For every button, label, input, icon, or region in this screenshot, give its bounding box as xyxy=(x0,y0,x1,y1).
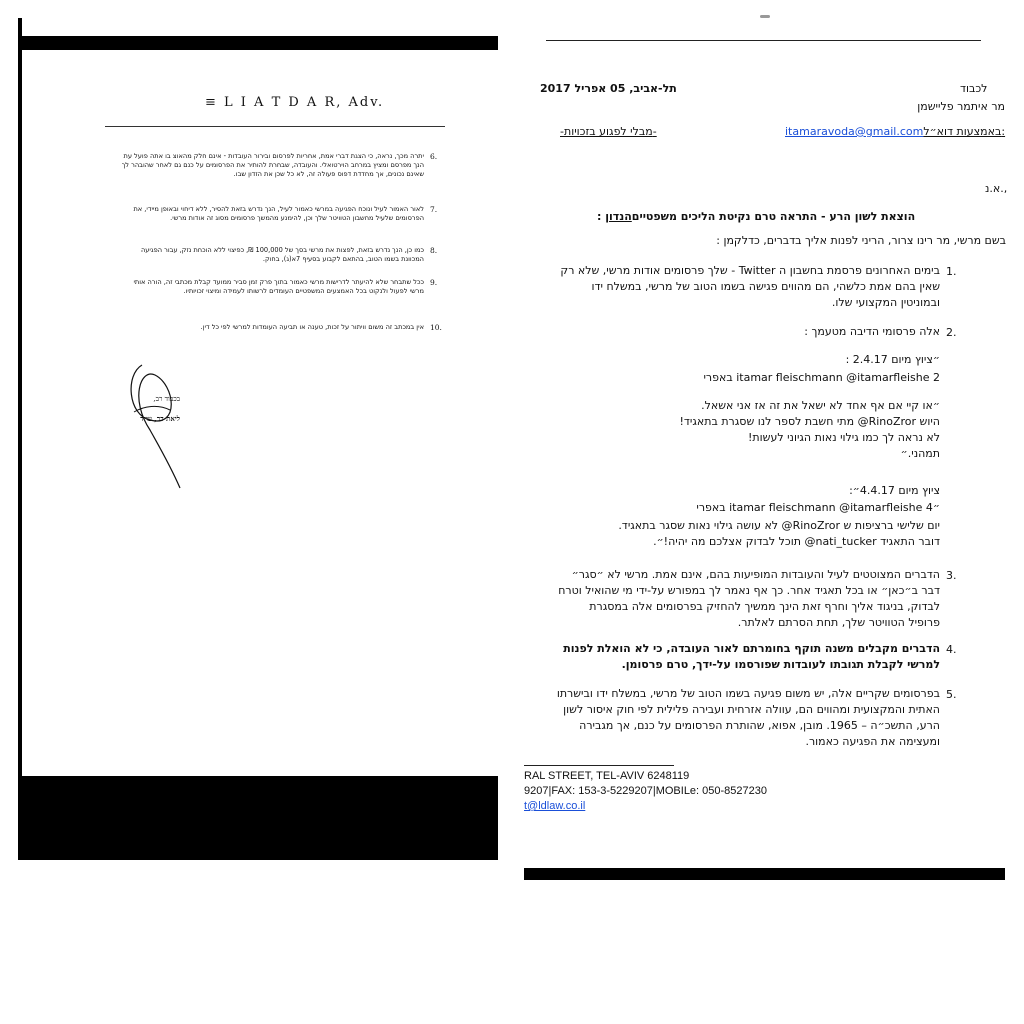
tweet-1-line: ״או קיי אם אף אחד לא ישאל את זה אז אני אשאל. xyxy=(701,399,940,412)
paragraph-4: הדברים מקבלים משנה תוקף בחומרתם לאור העובדה, כי לא הואלת לפנות למרשי לקבלת תגובתו לעובדות שפורסמו על-ידך, טרם פרסומן. xyxy=(563,642,940,671)
paragraph-number: 2. xyxy=(946,326,957,339)
scan-edge xyxy=(18,18,22,860)
paragraph-9: ככל שתבחר שלא להיעתר לדרישות מרשי כאמור בתוך פרק זמן סביר ממועד קבלת מכתבי זה, הורה אותי מרשי לפעול ולנקוט בכל האמצעים המשפטיים העומדים לרשותו לעמידה ומיצוי זכויותיו. xyxy=(133,278,424,295)
footer-rule xyxy=(524,765,674,766)
recipient-email-link[interactable]: itamaravoda@gmail.com xyxy=(785,125,924,138)
tweet-1-line: תמהני.״ xyxy=(900,447,940,460)
without-prejudice: -מבלי לפגוע בזכויות- xyxy=(560,125,657,138)
scan-artifact xyxy=(760,15,770,18)
tweet-2-line: דובר התאגיד nati_tucker@ תוכל לבדוק אצלכם מה יהיה!״. xyxy=(653,535,940,548)
paragraph-number: 4. xyxy=(946,643,957,656)
footer-phone-fax: 9207|FAX: 153-3-5229207|MOBILe: 050-8527230 xyxy=(524,785,768,797)
paragraph-8: כמו כן, הנך נדרש בזאת, לפצות את מרשי בסך של 100,000 ₪, כפיצוי ללא הוכחת נזק, עבור הפגיעה המכוונת בשמו הטוב, בהתאם לקבוע בסעיף 7א(ג), בחוק. xyxy=(140,246,424,263)
paragraph-7: לאור האמור לעיל ונוכח הפגיעה במרשי כאמור לעיל, הנך נדרש בזאת להסיר, ללא דיחוי ובאופן מיידי, את הפרסומים שלעיל מחשבון הטוויטר שלך וכן, להימנע מהמשך פרסומים מסוג זה אודות מרשי. xyxy=(133,205,424,222)
handwritten-signature xyxy=(120,360,190,495)
tweet-1-line: לא נראה לך כמו גילוי נאות הגיוני לעשות! xyxy=(748,431,940,444)
paragraph-5: בפרסומים שקריים אלה, יש משום פגיעה בשמו הטוב של מרשי, במשלח ידו ובישרתו האתית והמקצועית ומהווים הם, עוולה אזרחית ועבירה פלילית לפי חוק איסור לשון הרע, התשכ״ה – 1965. מובן, אפוא, שהותרת הפרסומים על כנם, אך מגבירה ומעצימה את הפגיעה כאמור. xyxy=(556,687,940,748)
signatory-name: ליאת דר, עו״ד xyxy=(140,414,180,423)
firm-letterhead: ≡ L I A T D A R, Adv. xyxy=(205,95,385,110)
letterhead-rule xyxy=(105,126,445,127)
paragraph-1: בימים האחרונים פרסמת בחשבון ה Twitter - שלך פרסומים אודות מרשי, שלא רק שאין בהם אמת כלשהי, הם מהווים פגישה בשמו הטוב של מרשי, במשלח ידו ובמוניטין המקצועי שלו. xyxy=(560,264,940,309)
closing-text: בכבוד רב, xyxy=(153,395,180,403)
paragraph-6: יתרה מכך, נראה, כי הצגת דברי אמת, אחריות לפרסום ובירור העובדות - אינם חלק מהאוצ בו אתה פועל עת הנך מפרסם ומציץ במרחב הוירטואלי. והעובדה, שבחרת להותיר את הפרסומים על כנם גם לאחר שהובהר לך שאינם נכונים, אך מחדדת דפוס פעולה זה, לא כל שכן את הזדון שבו. xyxy=(121,152,424,178)
paragraph-3: הדברים המצוטטים לעיל והעובדות המופיעות בהם, אינם אמת. מרשי לא ״סגר״ דבר ב״כאן״ או בכל תאגיד אחר. כך אף נאמר לך במפורש על-ידי מי שהואיל וטרח לבדוק, בניגוד אליך וחרף זאת הינך ממשיך להחזיק בפרסומים אלה במסגרת פרופיל הטוויטר שלך, תחת הסרתם לאלתר. xyxy=(558,568,940,629)
intro-paragraph: בשם מרשי, מר רינו צרור, הריני לפנות אליך בדברים, כדלקמן : xyxy=(716,234,1006,247)
paragraph-number: 10. xyxy=(430,323,442,332)
paragraph-10: אין במכתב זה משום וויתור על זכות, טענה או תביעה העומדות למרשי לפי כל דין. xyxy=(200,323,424,331)
scan-black-bar-top xyxy=(18,36,498,50)
paragraph-number: 3. xyxy=(946,569,957,582)
tweet-1-date: ״ציוץ מיום 2.4.17 : xyxy=(845,353,940,366)
footer-email-link[interactable]: t@ldlaw.co.il xyxy=(524,800,586,812)
paragraph-number: 5. xyxy=(946,688,957,701)
tweet-1-handle: itamar fleischmann @itamarfleishe 2 באפרי xyxy=(703,371,940,384)
via-email-line xyxy=(785,125,1005,138)
scan-black-bar-bottom xyxy=(18,776,498,860)
footer-address: RAL STREET, TEL-AVIV 6248119 xyxy=(524,770,690,782)
recipient-name: מר איתמר פליישמן xyxy=(917,100,1005,113)
paragraph-number: 9. xyxy=(430,278,438,287)
paragraph-number: 6. xyxy=(430,152,438,161)
paragraph-2: אלה פרסומי הדיבה מטעמך : xyxy=(804,325,940,338)
paragraph-number: 7. xyxy=(430,205,438,214)
subject-text: : הוצאת לשון הרע - התראה טרם נקיטת הליכים משפטיים xyxy=(597,210,916,223)
via-email-label: באמצעות דוא״ל: xyxy=(923,125,1006,138)
tweet-2-handle: ״itamar fleischmann @itamarfleishe 4 באפרי xyxy=(696,501,940,514)
tweet-1-line: היוש RinoZror@ מתי חשבת לספר לנו שסגרת בתאגיד! xyxy=(679,415,940,428)
subject-line xyxy=(597,210,915,223)
paragraph-number: 1. xyxy=(946,265,957,278)
scan-black-bar-bottom xyxy=(524,868,1005,880)
paragraph-number: 8. xyxy=(430,246,438,255)
to-label: לכבוד xyxy=(960,82,988,95)
left-letter-page xyxy=(18,18,498,860)
subject-label: הנדון xyxy=(605,210,632,223)
tweet-2-date: ציוץ מיום 4.4.17״: xyxy=(849,484,940,497)
salutation: א.נ., xyxy=(985,182,1008,195)
letter-date: תל-אביב, 05 אפריל 2017 xyxy=(540,82,677,95)
header-rule xyxy=(546,40,981,41)
tweet-2-line: יום שלישי ברציפות ש RinoZror@ לא עושה גילוי נאות שסגר בתאגיד. xyxy=(618,519,940,532)
